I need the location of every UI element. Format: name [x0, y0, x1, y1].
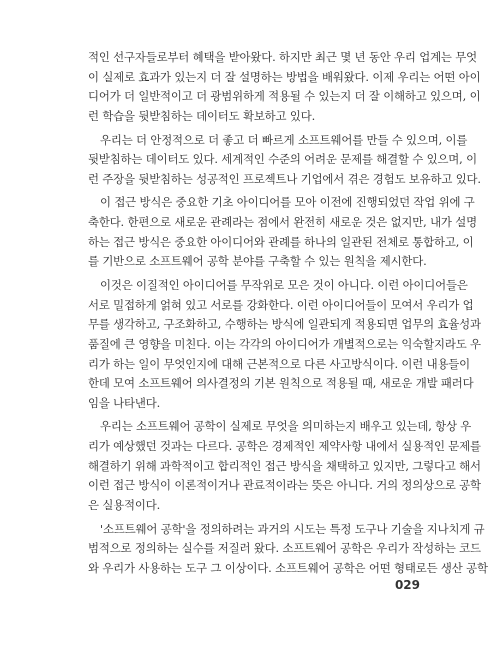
text-line: 범적으로 정의하는 실수를 저질러 왔다. 소프트웨어 공학은 우리가 작성하는 코드: [88, 541, 481, 556]
text-line: 하는 접근 방식은 중요한 아이디어와 관례를 하나의 일관된 전체로 통합하고, 이: [88, 234, 474, 249]
text-line: 이것은 이질적인 아이디어를 무작위로 모은 것이 아니다. 이런 아이디어들은: [100, 277, 468, 292]
text-line: 적인 선구자들로부터 혜택을 받아왔다. 하지만 최근 몇 년 동안 우리 업계는 무엇: [88, 50, 477, 64]
text-line: 런 학습을 뒷받침하는 데이터도 확보하고 있다.: [88, 109, 316, 124]
text-line: 무를 생각하고, 구조화하고, 수행하는 방식에 일관되게 적용되면 업무의 효율성과: [88, 317, 481, 332]
text-line: 은 실용적이다.: [88, 498, 161, 513]
text-line: 이 실제로 효과가 있는지 더 잘 설명하는 방법을 배워왔다. 이제 우리는 어떤 아이: [88, 69, 481, 84]
text-line: 리가 예상했던 것과는 다르다. 공학은 경제적인 제약사항 내에서 실용적인 문제를: [88, 439, 481, 454]
text-line: 해결하기 위해 과학적이고 합리적인 접근 방식을 채택하고 있지만, 그렇다고 해서: [88, 458, 481, 473]
text-line: 축한다. 한편으로 새로운 관례라는 점에서 완전히 새로운 것은 없지만, 내가 설명: [88, 215, 477, 230]
text-line: 이 접근 방식은 중요한 기초 아이디어를 모아 이전에 진행되었던 작업 위에 구: [100, 195, 475, 210]
page-number: 029: [394, 578, 420, 592]
text-line: 품질에 큰 영향을 미친다. 이는 각각의 아이디어가 개별적으로는 익숙할지라도 우: [88, 336, 481, 351]
text-line: 런 주장을 뒷받침하는 성공적인 프로젝트나 기업에서 겪은 경험도 보유하고 있다.: [88, 171, 481, 186]
text-line: '소프트웨어 공학'을 정의하려는 과거의 시도는 특정 도구나 기술을 지나치게 규: [100, 521, 485, 536]
text-line: 서로 밀접하게 얽혀 있고 서로를 강화한다. 이런 아이디어들이 모여서 우리가 업: [88, 297, 474, 312]
text-line: 를 기반으로 소프트웨어 공학 분야를 구축할 수 있는 원칙을 제시한다.: [88, 254, 427, 269]
text-line: 리가 하는 일이 무엇인지에 대해 근본적으로 다른 사고방식이다. 이런 내용들이: [88, 356, 471, 371]
text-line: 임을 나타낸다.: [88, 395, 161, 410]
text-line: 한데 모여 소프트웨어 의사결정의 기본 원칙으로 적용될 때, 새로운 개발 패러다: [88, 376, 474, 391]
text-line: 와 우리가 사용하는 도구 그 이상이다. 소프트웨어 공학은 어떤 형태로든 생산 공학: [88, 561, 488, 575]
text-line: 디어가 더 일반적이고 더 광범위하게 적용될 수 있는지 더 잘 이해하고 있으며, 이: [88, 89, 481, 104]
text-line: 이런 접근 방식이 이론적이거나 관료적이라는 뜻은 아니다. 거의 정의상으로 공학: [88, 478, 481, 493]
text-line: 우리는 더 안정적으로 더 좋고 더 빠르게 소프트웨어를 만들 수 있으며, 이를: [100, 132, 468, 147]
text-line: 우리는 소프트웨어 공학이 실제로 무엇을 의미하는지 배우고 있는데, 항상 우: [100, 419, 472, 434]
text-line: 뒷받침하는 데이터도 있다. 세계적인 수준의 어려운 문제를 해결할 수 있으며, 이: [88, 152, 477, 167]
